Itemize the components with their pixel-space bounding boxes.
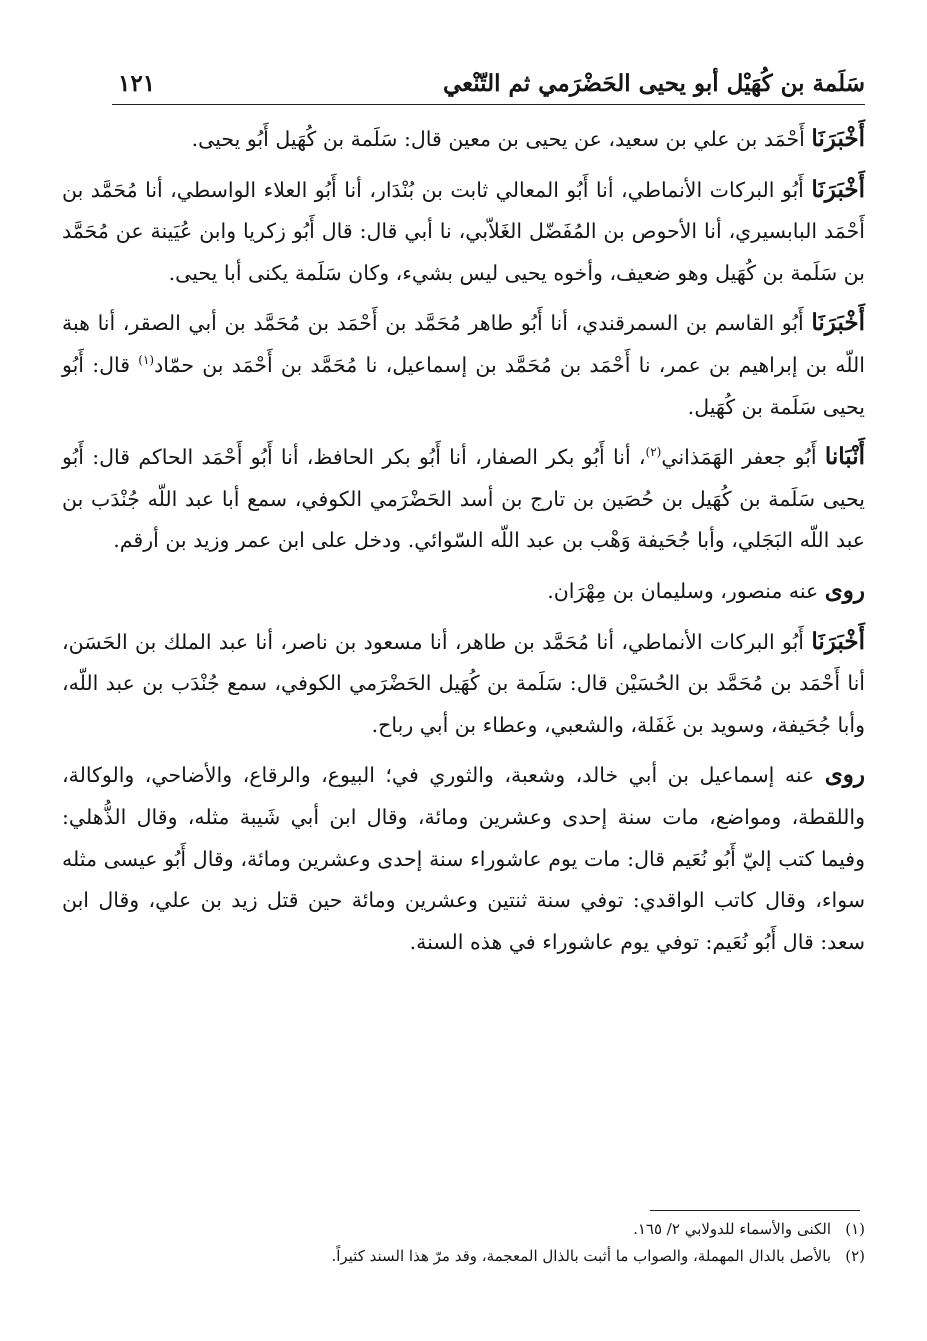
paragraph xyxy=(62,436,865,562)
paragraph-text-continued: قال: أَبُو يحيى سَلَمة بن كُهَيل. xyxy=(62,352,865,419)
footnote-reference[interactable]: (٢) xyxy=(645,445,662,460)
paragraph-lead-word: أَخْبَرَنَا xyxy=(811,309,865,337)
footnotes xyxy=(62,1216,865,1270)
paragraph xyxy=(62,118,865,161)
paragraph xyxy=(62,302,865,428)
paragraph-text: أَبُو البركات الأنماطي، أنا أَبُو المعالي ثابت بن بُنْدَار، أنا أَبُو العلاء الواسطي، أنا مُحَمَّد بن أَحْمَد البابسيري، أنا الأحوص بن المُفَضّل الغَلاّبي، نا أبي قال: قال أَبُو زكريا وابن عُيَينة عن مُحَمَّد بن سَلَمة بن كُهَيل وهو ضعيف، وأخوه يحيى ليس بشيء، وكان سَلَمة يكنى أبا يحيى. xyxy=(62,177,865,285)
paragraph-text-continued: ، أنا أَبُو بكر الصفار، أنا أَبُو بكر الحافظ، أنا أَبُو أَحْمَد الحاكم قال: أَبُو يحيى سَلَمة بن كُهَيل بن حُصَين بن تارج بن أسد الحَضْرَمي الكوفي، سمع أبا عبد اللّه جُنْدَب بن عبد اللّه البَجَلي، وأبا جُحَيفة وَهْب بن عبد اللّه السّوائي. ودخل على ابن عمر وزيد بن أرقم. xyxy=(62,445,865,553)
paragraph-lead-word: روى xyxy=(824,576,865,604)
paragraph-text: أَبُو القاسم بن السمرقندي، أنا أَبُو طاهر مُحَمَّد بن أَحْمَد بن مُحَمَّد بن أبي الصقر، أنا هبة اللّه بن إبراهيم بن عمر، نا أَحْمَد بن مُحَمَّد بن إسماعيل، نا مُحَمَّد بن أَحْمَد بن حمّاد xyxy=(62,311,865,377)
footnote-number: (١) xyxy=(845,1220,865,1238)
footnote-divider xyxy=(650,1210,860,1211)
paragraph-text: أَبُو البركات الأنماطي، أنا مُحَمَّد بن طاهر، أنا مسعود بن ناصر، أنا عبد الملك بن الحَسَن، أنا أَحْمَد بن مُحَمَّد بن الحُسَيْن قال: سَلَمة بن كُهَيل الحَضْرَمي الكوفي، سمع جُنْدَب بن عبد اللّه، وأبا جُحَيفة، وسويد بن غَفَلة، والشعبي، وعطاء بن أبي رباح. xyxy=(62,629,865,737)
paragraph-lead-word: أَنْبَانا xyxy=(824,443,865,471)
paragraph-lead-word: أَخْبَرَنَا xyxy=(811,627,865,655)
footnote-number: (٢) xyxy=(845,1247,865,1265)
paragraph-text: أَبُو جعفر الهَمَذاني xyxy=(661,445,825,470)
paragraph-text: عنه إسماعيل بن أبي خالد، وشعبة، والثوري في؛ البيوع، والرقاع، والأضاحي، والوكالة، واللقطة، ومواضع، مات سنة إحدى وعشرين ومائة، وقال ابن أبي شَيبة مثله، وقال الذُّهلي: وفيما كتب إليّ أَبُو نُعَيم قال: مات يوم عاشوراء سنة إحدى وعشرين ومائة، وقال أَبُو عيسى مثله سواء، وقال كاتب الواقدي: توفي سنة ثنتين وعشرين ومائة حين قتل زيد بن علي، وقال ابن سعد: قال أَبُو نُعَيم: توفي يوم عاشوراء في هذه السنة. xyxy=(62,763,865,954)
header-title: سَلَمة بن كُهَيْل أبو يحيى الحَضْرَمي ثم التّنْعي xyxy=(442,70,865,97)
page-number: ١٢١ xyxy=(118,70,156,97)
paragraph-text: عنه منصور، وسليمان بن مِهْرَان. xyxy=(547,578,825,603)
running-header xyxy=(112,66,865,105)
paragraph xyxy=(62,754,865,963)
paragraph-lead-word: أَخْبَرَنَا xyxy=(811,175,865,203)
paragraph-text: أَحْمَد بن علي بن سعيد، عن يحيى بن معين قال: سَلَمة بن كُهَيل أَبُو يحيى. xyxy=(191,127,812,151)
footnote-reference[interactable]: (١) xyxy=(138,353,155,368)
footnote xyxy=(62,1243,865,1270)
paragraph xyxy=(62,570,865,613)
paragraph xyxy=(62,169,865,295)
footnote xyxy=(62,1216,865,1243)
paragraph-lead-word: روى xyxy=(824,761,865,789)
main-text xyxy=(62,118,865,971)
paragraph-lead-word: أَخْبَرَنَا xyxy=(811,125,865,152)
footnote-text: بالأصل بالدال المهملة، والصواب ما أثبت بالذال المعجمة، وقد مرّ هذا السند كثيراً. xyxy=(331,1247,831,1265)
paragraph xyxy=(62,621,865,747)
footnote-text: الكنى والأسماء للدولابي ٢/ ١٦٥. xyxy=(633,1220,831,1238)
